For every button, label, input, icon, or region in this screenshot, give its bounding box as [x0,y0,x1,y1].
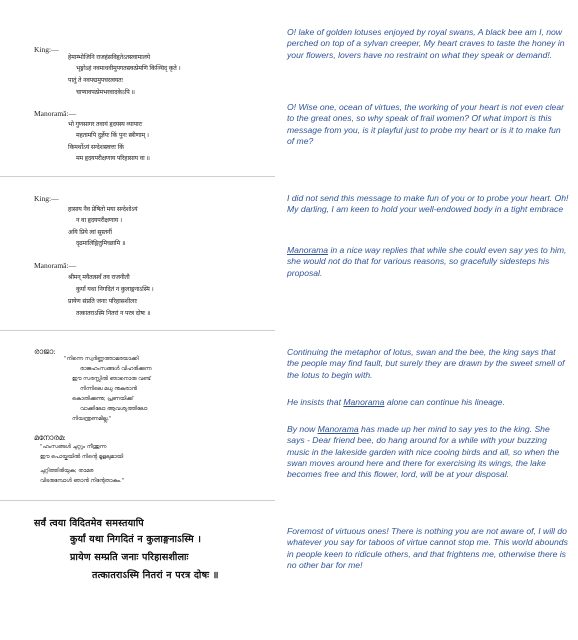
verse-line: चाप्यावपत्प्रेमभरवादकेऽपि ॥ [76,89,135,96]
verse-line: किमर्थोऽयं सन्देशस्त्वत्तः किं [68,144,124,151]
verse-line-large: प्रायेण सम्प्रति जनाः परिहासशीलाः [70,552,189,563]
verse-line: हासाय नैव प्रेषितो मया सन्देशोऽयं [68,206,138,213]
speaker-king-2: King:— [34,194,59,203]
paragraph-text: By now [287,424,318,434]
verse-line: ഈ പൊയ്കയിൽ നിന്റെ മൂളലുമായി [40,454,124,460]
translation-paragraph [287,245,569,279]
verse-line: हेमाम्भोजिनि राजहंसविहृतेऽतस्त्वामालये [68,54,150,61]
verse-line: भो गुणसागर तवायं हृदयस्य व्यापारः [68,121,143,128]
verse-line: "ഹംസങ്ങൾ ചുറ്റും നീന്തുന്ന [40,444,107,450]
speaker-manorama-2: Manoramā:— [34,261,77,270]
translation-paragraph: O! lake of golden lotuses enjoyed by royal swans, A black bee am I, now perched on top of a sylvan creeper, My heart craves to taste the honey in your flowers, lovers have no restraint on what they speak or demand!. [287,27,565,60]
translation-paragraph: I did not send this message to make fun of you or to probe your heart. Oh! My darling, I am keen to hold your well-endowed body in a tight embrace [287,193,569,215]
speaker-king-3: രാജാ: [34,347,56,356]
translation-paragraph: Continuing the metaphor of lotus, swan and the bee, the king says that the people may find fault, but surely they are drawn by the sweet smell of the lotus to begin with. [287,347,565,380]
character-name: Manorama [317,424,359,434]
verse-line: कुर्यां यथा निगदितं न कुलाङ्गनाऽस्मि । [76,286,154,293]
verse-line: अयि प्रिये त्वां सुस्तनीं [68,229,112,236]
verse-line: "നിന്നെ സ്വർണ്ണത്താമരയാക്കി [64,356,139,362]
translation-paragraph [287,424,569,480]
verse-line-large: तत्कातराऽस्मि नितरां न परत्र दोषः ॥ [92,570,219,581]
verse-line: വാക്കിലോ ആവശ്യത്തിലോ [80,406,148,412]
divider [0,176,275,177]
verse-line: രാജഹംസങ്ങൾ വിഹരിക്കുന്ന [80,366,152,372]
scanned-source-column [0,0,275,640]
translation-paragraph: O! Wise one, ocean of virtues, the working of your heart is not even clear to the great ones, so why speak of frail women? Of what import is this message from you, is it playful just to probe my heart or is it to make fun of me? [287,102,564,146]
translation-paragraph [287,397,569,408]
divider [0,500,275,501]
speaker-manorama-1: Manoramā:— [34,109,77,118]
verse-line: न वा हृदयपरीक्षणाय । [76,217,122,224]
verse-line: पातुं ते नवपद्ममुपचरत्वयतः [68,77,123,84]
paragraph-text: alone can continue his lineage. [384,397,505,407]
verse-line: കൊതിക്കുന്നു; പ്രണയിക്ക് [72,396,134,402]
paragraph-text: in a nice way replies that while she could even say yes to him, she would not do that for various reasons, so gracefully sidesteps his proposal. [287,245,567,278]
verse-line: दृढमालिङ्गितुमिच्छामि ॥ [76,240,126,247]
translation-column [287,0,571,640]
verse-line: भृङ्गोऽहं नवमाधवीमुपगतस्त्वत्प्रेमणि किञ्चिद् कृते । [76,65,181,72]
verse-line: तत्कातराऽस्मि नितरां न परत्र दोषः ॥ [76,310,151,317]
verse-line: ഈ സരസ്സിൽ ഞാനൊരു വണ്ട് [72,376,151,382]
character-name: Manorama [343,397,385,407]
speaker-manorama-3: മനോരമ: [34,433,66,442]
verse-line: श्रीमन् मयैतत्सर्वं तव राजनीतौ [68,274,130,281]
verse-line: मम हृदयपरीक्षणाय परिहासाय वा ॥ [76,155,150,162]
verse-line: महतामपि दुर्ज्ञेयः किं पुनः स्त्रीणाम् । [76,132,149,139]
character-name: Manorama [287,245,329,255]
verse-line: നിയന്ത്രണമില്ല." [72,416,112,422]
verse-line-large: कुर्यां यथा निगदितं न कुलाङ्गनाऽस्मि । [70,534,202,545]
verse-line: ചുറ്റിത്തിരിയുക; താമര [40,468,94,474]
speaker-king-1: King:— [34,45,59,54]
divider [0,330,275,331]
verse-line-large: सर्वं त्वया विदितमेव समस्तयापि [34,518,144,529]
verse-line: നിന്നിലെ മധു നുകരാൻ [80,386,137,392]
paragraph-text: He insists that [287,397,344,407]
translation-paragraph: Foremost of virtuous ones! There is nothing you are not aware of, I will do whatever you say for taboos of virtue cannot stop me. This world abounds in people keen to ridicule others, and that frightens me, otherwise there is no other bar for me! [287,526,568,570]
verse-line: വിടരുമ്പോൾ ഞാൻ നിന്റേതാകും." [40,478,125,484]
verse-line: प्रायेण संप्रति जनाः परिहासशीलाः [68,298,137,305]
paragraph-text: has made up her mind to say yes to the king. She says - Dear friend bee, do hang around for a while with your buzzing music in the lakeside garden with nice cooing birds and all, so when the swan moves around here and there for exercising its wings, the lake becomes free and this flower, lord, will be at your disposal. [287,424,560,480]
